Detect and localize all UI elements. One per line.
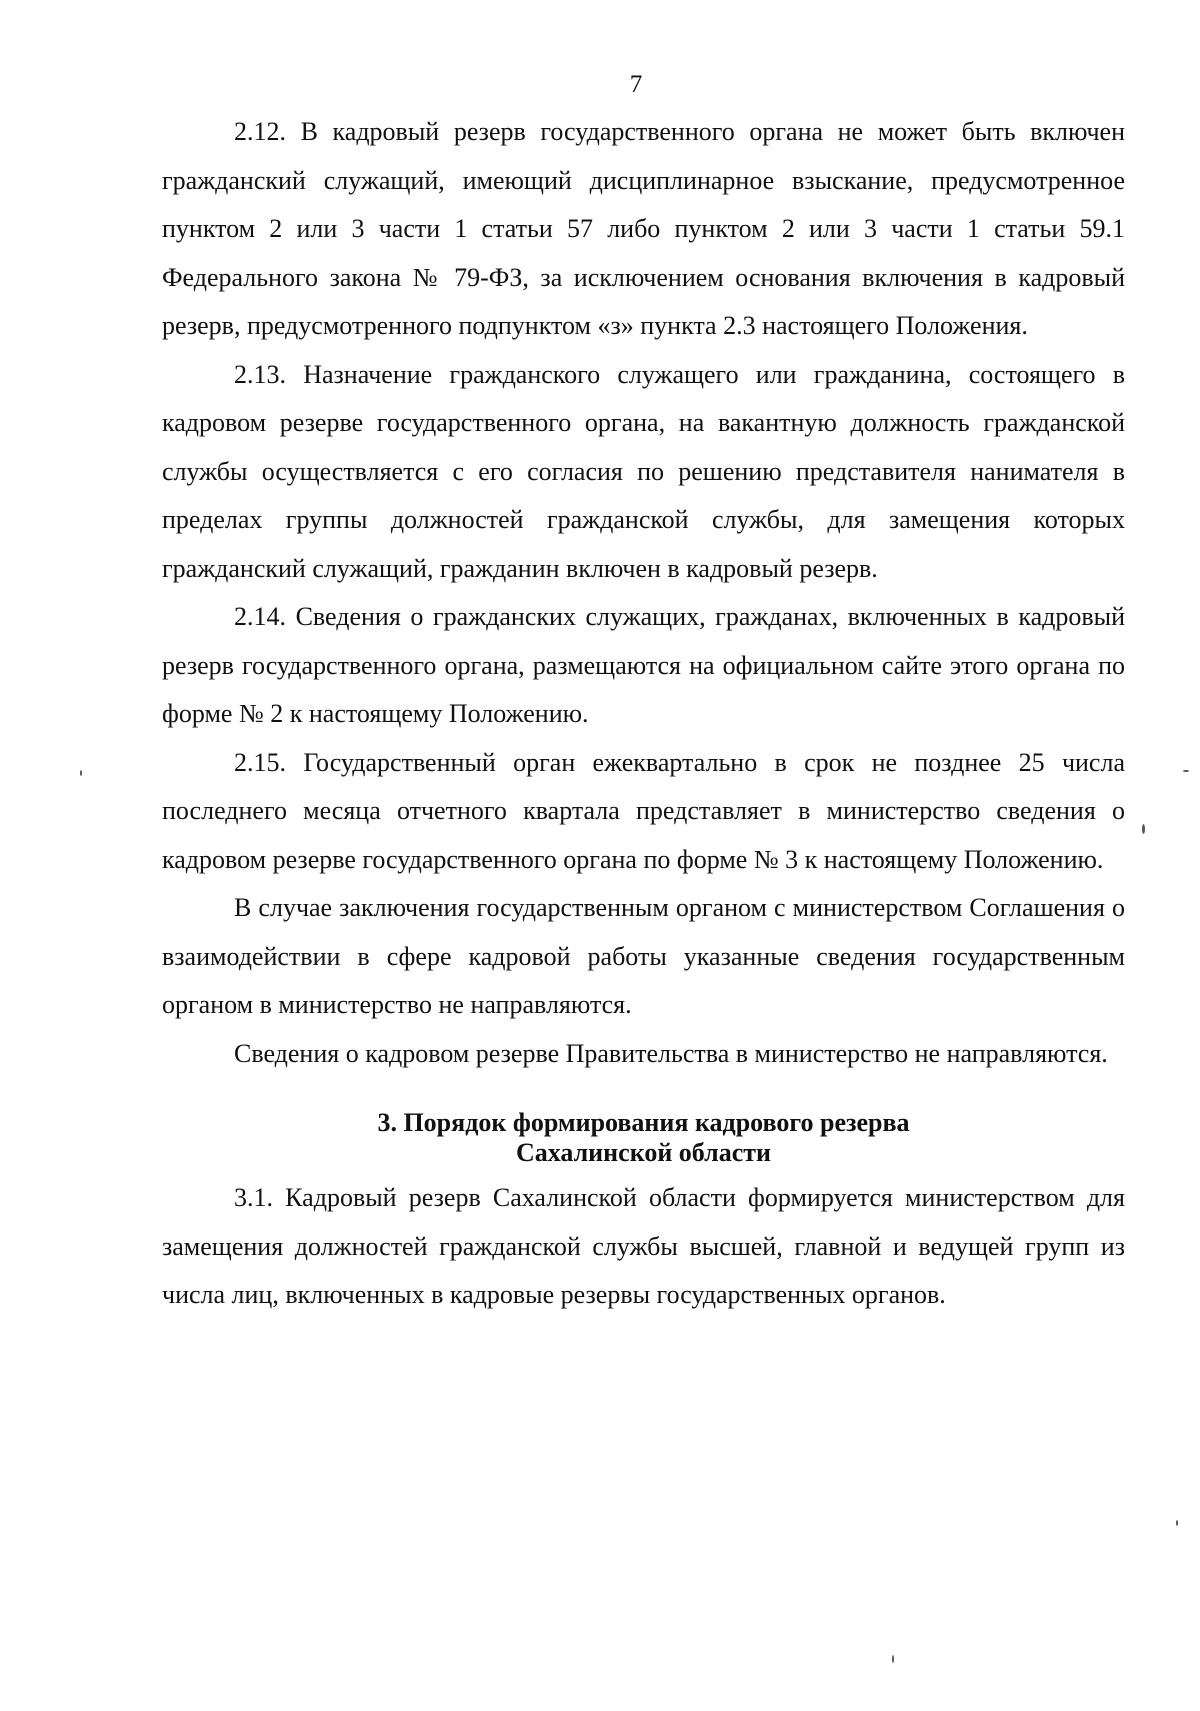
section-heading-line-1: 3. Порядок формирования кадрового резерва: [377, 1108, 910, 1137]
scan-speck: [1183, 770, 1189, 772]
scan-speck: [1142, 824, 1145, 834]
paragraph-government-reserve: Сведения о кадровом резерве Правительства в министерство не направляются.: [234, 1038, 1108, 1068]
paragraph-3-1: 3.1. Кадровый резерв Сахалинской области формируется министерством для замещения должностей гражданской службы высшей, главной и ведущей групп из числа лиц, включенных в кадровые резервы государственных органов.: [162, 1183, 1125, 1309]
section-3-heading: [162, 1108, 1125, 1168]
document-body: [162, 108, 1125, 1320]
scan-speck: [80, 770, 82, 776]
paragraph-agreement-case: В случае заключения государственным органом с министерством Соглашения о взаимодействии в сфере кадровой работы указанные сведения государственным органом в министерство не направляются.: [162, 893, 1125, 1019]
scan-speck: [892, 1655, 894, 1663]
scan-speck: [1176, 1520, 1178, 1526]
paragraph-2-12: 2.12. В кадровый резерв государственного органа не может быть включен гражданский служащий, имеющий дисциплинарное взыскание, предусмотренное пунктом 2 или 3 части 1 статьи 57 либо пунктом 2 или 3 части 1 статьи 59.1 Федерального закона № 79-ФЗ, за исключением основания включения в кадровый резерв, предусмотренного подпунктом «з» пункта 2.3 настоящего Положения.: [162, 117, 1125, 340]
page-number: 7: [629, 71, 643, 98]
paragraph-2-15: 2.15. Государственный орган ежеквартально в срок не позднее 25 числа последнего месяца отчетного квартала представляет в министерство сведения о кадровом резерве государственного органа по форме № 3 к настоящему Положению.: [162, 747, 1125, 874]
section-heading-line-2: Сахалинской области: [515, 1138, 772, 1167]
paragraph-2-14: 2.14. Сведения о гражданских служащих, гражданах, включенных в кадровый резерв государственного органа, размещаются на официальном сайте этого органа по форме № 2 к настоящему Положению.: [162, 602, 1125, 728]
paragraph-2-13: 2.13. Назначение гражданского служащего или гражданина, состоящего в кадровом резерве государственного органа, на вакантную должность гражданской службы осуществляется с его согласия по решению представителя нанимателя в пределах группы должностей гражданской службы, для замещения которых гражданский служащий, гражданин включен в кадровый резерв.: [162, 359, 1125, 583]
